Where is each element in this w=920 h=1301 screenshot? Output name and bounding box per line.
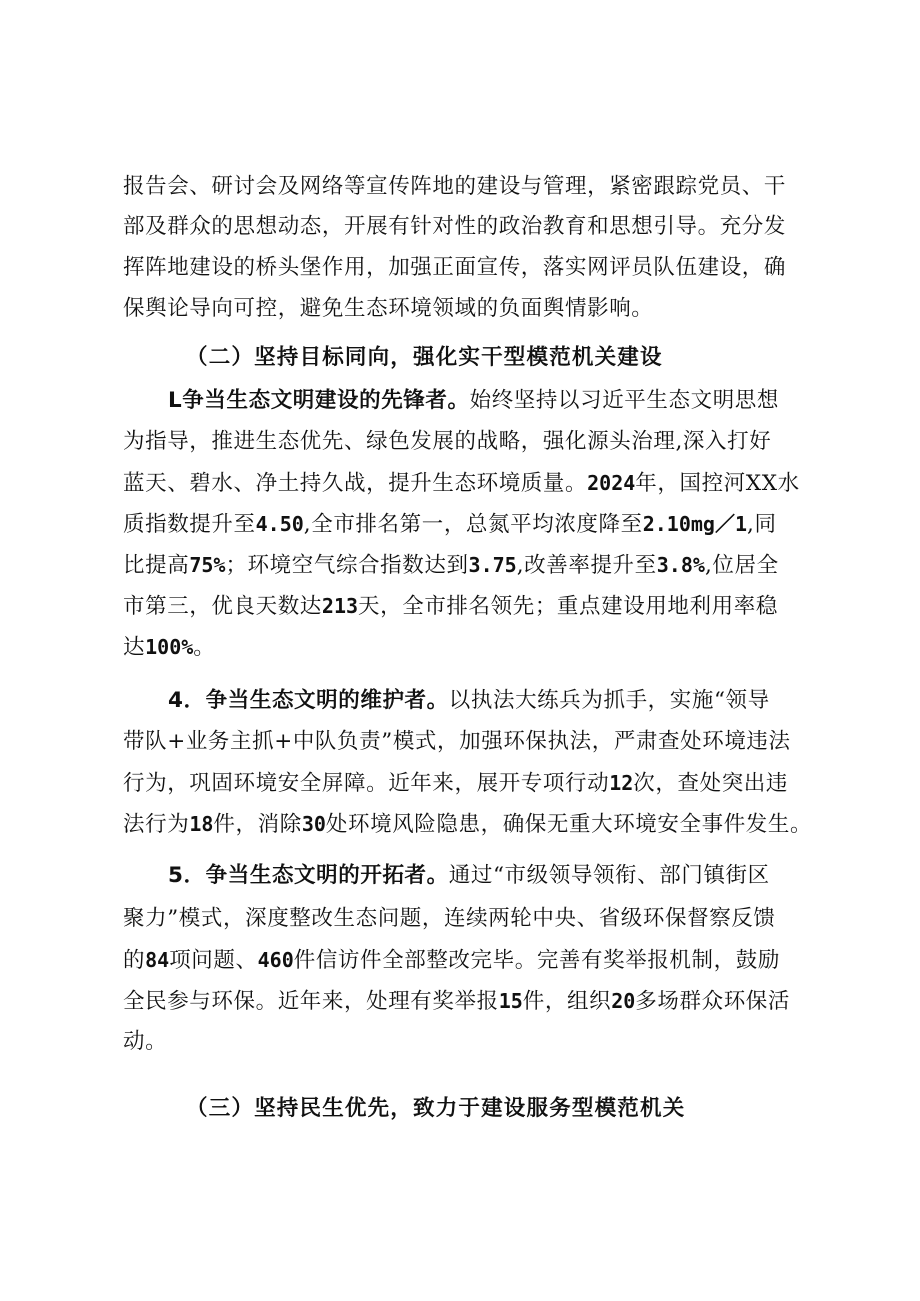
item-3-value: 75%	[189, 553, 226, 577]
item-3-line-4	[123, 509, 813, 540]
item-4-text: 法行为	[123, 812, 190, 837]
item-3-text: 。	[193, 635, 216, 660]
item-4-value: 30	[301, 812, 326, 836]
item-5-line-4	[123, 986, 813, 1017]
item-3-year: 2024	[587, 471, 636, 495]
paragraph-line: 部及群众的思想动态，开展有针对性的政治教育和思想引导。充分发	[123, 214, 787, 239]
item-3-text: ,位居全	[704, 553, 779, 578]
item-3-value: 100%	[145, 635, 194, 659]
item-5-text: 件信访件全部整改完毕。完善有奖举报机制，鼓励	[293, 948, 780, 973]
item-4-value: 18	[189, 812, 214, 836]
paragraph-line: 挥阵地建设的桥头堡作用，加强正面宣传，落实网评员队伍建设，确	[123, 255, 787, 280]
item-5-text: 的	[123, 948, 146, 973]
item-5-value: 20	[611, 989, 636, 1013]
item-3-line-7	[123, 632, 813, 663]
item-4-title: 4．争当生态文明的维护者。	[168, 688, 449, 713]
item-3-line-2: 为指导，推进生态优先、绿色发展的战略，强化源头治理,深入打好	[123, 429, 772, 454]
item-3-text: 始终坚持以习近平生态文明思想	[469, 388, 780, 413]
item-4-text: 行为，巩固环境安全屏障。近年来，展开专项行动	[123, 771, 610, 796]
item-5-value: 84	[145, 948, 170, 972]
item-4-line-1	[168, 686, 858, 716]
item-4-line-4	[123, 809, 813, 840]
item-3-text: 蓝天、碧水、净土持久战，提升生态环境质量。	[123, 471, 588, 496]
item-4-line-2: 带队+业务主抓+中队负责”模式，加强环保执法，严肃查处环境违法	[123, 729, 791, 754]
item-5-value: 15	[498, 989, 523, 1013]
item-5-text: 件，组织	[522, 989, 612, 1014]
item-3-value: 3.75	[468, 553, 517, 577]
item-3-text: 达	[123, 635, 146, 660]
item-3-line-6	[123, 591, 813, 622]
item-3-text: ；环境空气综合指数达到	[225, 553, 469, 578]
item-5-line-2: 聚力”模式，深度整改生态问题，连续两轮中央、省级环保督察反馈	[123, 906, 776, 931]
item-5-line-5: 动。	[123, 1029, 168, 1054]
item-5-text: 全民参与环保。近年来，处理有奖举报	[123, 989, 499, 1014]
item-3-value: 3.8%	[656, 553, 705, 577]
item-5-text: 多场群众环保活	[635, 989, 790, 1014]
item-3-line-1	[168, 386, 858, 416]
paragraph-line: 报告会、研讨会及网络等宣传阵地的建设与管理，紧密跟踪党员、干	[123, 174, 787, 199]
item-5-title: 5．争当生态文明的开拓者。	[168, 863, 449, 888]
item-3-text: 年，国控河XX水	[635, 471, 800, 496]
item-3-text: 比提高	[123, 553, 190, 578]
item-5-value: 460	[257, 948, 294, 972]
item-3-value: 2.10mg／1	[642, 512, 748, 536]
item-3-title: L争当生态文明建设的先锋者。	[168, 388, 470, 413]
paragraph-line: 保舆论导向可控，避免生态环境领域的负面舆情影响。	[123, 296, 654, 321]
item-4-text: 处环境风险隐患，确保无重大环境安全事件发生。	[325, 812, 813, 837]
item-3-value: 213	[321, 594, 359, 618]
item-5-text: 通过“市级领导领衔、部门镇街区	[448, 863, 770, 888]
item-3-text: 质指数提升至	[123, 512, 256, 537]
item-4-text: 件，消除	[213, 812, 302, 837]
item-5-text: 项问题、	[169, 948, 258, 973]
section-heading: （三）坚持民生优先，致力于建设服务型模范机关	[186, 1096, 686, 1121]
item-3-text: 天，全市排名领先；重点建设用地利用率稳	[358, 594, 778, 619]
item-3-line-3	[123, 468, 813, 499]
item-3-text: ,改善率提升至	[516, 553, 657, 578]
section-heading: （二）坚持目标同向，强化实干型模范机关建设	[186, 345, 663, 370]
item-4-value: 12	[609, 771, 634, 795]
item-3-text: ,全市排名第一，总氮平均浓度降至	[303, 512, 643, 537]
item-3-text: ,同	[747, 512, 777, 537]
item-4-line-3	[123, 768, 813, 799]
item-4-text: 以执法大练兵为抓手，实施“领导	[448, 688, 770, 713]
item-3-text: 市第三，优良天数达	[123, 594, 322, 619]
item-3-line-5	[123, 550, 813, 581]
item-4-text: 次，查处突出违	[633, 771, 788, 796]
item-5-line-1	[168, 861, 858, 891]
item-5-line-3	[123, 945, 813, 976]
item-3-value: 4.50	[255, 512, 304, 536]
